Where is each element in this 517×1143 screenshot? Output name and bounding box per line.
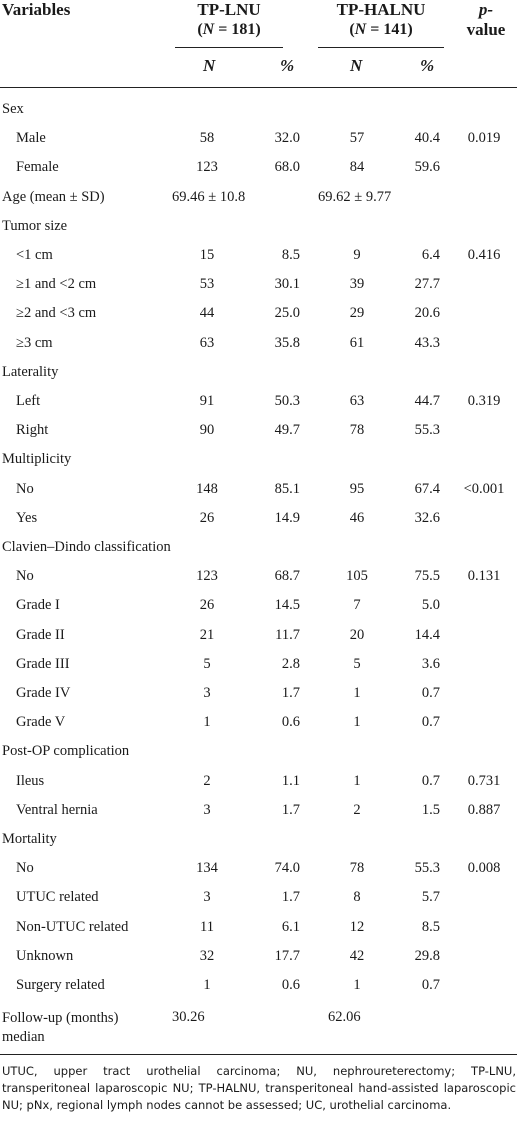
cell-n-halnu: 39 [349, 276, 365, 293]
cell-pct-halnu: 14.4 [414, 626, 440, 643]
cell-pct-lnu: 1.7 [281, 801, 300, 818]
cell-n-lnu: 53 [199, 276, 215, 293]
cell-pct-halnu: 67.4 [414, 480, 440, 497]
cell-n-halnu: 7 [353, 597, 361, 614]
cell-pct-halnu: 44.7 [414, 393, 440, 409]
table-row [0, 650, 517, 679]
table-row [0, 591, 517, 620]
cell-pct-halnu: 0.7 [421, 772, 440, 789]
cell-pct-halnu: 0.7 [421, 685, 440, 701]
cell-n-lnu: 26 [199, 597, 215, 614]
cell-pvalue: 0.887 [467, 801, 501, 818]
cell-pct-lnu: 1.7 [281, 889, 300, 906]
table-row [0, 767, 517, 796]
cell-n-halnu: 1 [353, 685, 361, 701]
row-label: Grade II [16, 626, 65, 643]
cell-n-halnu: 95 [349, 480, 365, 497]
subheader-pct-2: % [420, 56, 435, 75]
cell-n-lnu: 1 [203, 977, 211, 993]
row-label: Male [16, 130, 46, 147]
cell-n-lnu: 134 [196, 860, 218, 877]
cell-pct-halnu: 43.3 [414, 334, 440, 351]
table-row [0, 299, 517, 328]
table-row [0, 329, 517, 358]
cell-pct-lnu: 68.0 [274, 159, 300, 176]
table-row [0, 445, 517, 474]
cell-n-halnu: 2 [353, 801, 361, 818]
table-row [0, 942, 517, 971]
header-bottom-rule [0, 87, 517, 88]
group-n: (N = 181) [197, 21, 261, 38]
cell-n-lnu: 44 [199, 305, 215, 322]
cell-n-halnu: 78 [349, 860, 365, 877]
table-row [0, 679, 517, 708]
followup-value-1: 30.26 [172, 1009, 205, 1025]
table-row [0, 621, 517, 650]
cell-pct-halnu: 0.7 [421, 714, 440, 731]
cell-pvalue: 0.731 [467, 772, 501, 789]
cell-mean-halnu: 69.62 ± 9.77 [318, 188, 392, 205]
table-row [0, 153, 517, 182]
cell-pvalue: 0.019 [467, 130, 501, 147]
cell-n-lnu: 58 [199, 130, 215, 147]
followup-value-2: 62.06 [328, 1009, 361, 1025]
table-row [0, 883, 517, 912]
cell-n-lnu: 5 [203, 655, 211, 672]
group2-underline [318, 47, 444, 48]
row-label: Grade V [16, 714, 66, 731]
cell-n-halnu: 29 [349, 305, 365, 322]
row-label: No [16, 568, 34, 585]
cell-pct-halnu: 1.5 [421, 801, 440, 818]
cell-n-halnu: 20 [349, 626, 365, 643]
cell-n-halnu: 42 [349, 947, 365, 964]
table-row [0, 854, 517, 883]
table-row [0, 475, 517, 504]
row-label: Multiplicity [2, 451, 72, 468]
cell-n-halnu: 8 [353, 889, 361, 906]
group-name: TP-LNU [197, 0, 261, 19]
cell-pct-lnu: 6.1 [281, 918, 300, 935]
cell-n-halnu: 63 [349, 393, 365, 409]
table-row [0, 124, 517, 153]
table-row [0, 212, 517, 241]
group-n: (N = 141) [349, 21, 413, 38]
cell-pct-lnu: 11.7 [275, 626, 300, 643]
row-label: Sex [2, 101, 24, 117]
table-row [0, 416, 517, 445]
cell-pvalue: 0.416 [467, 247, 501, 263]
row-label: Follow-up (months) median [2, 1010, 119, 1045]
cell-pct-halnu: 3.6 [421, 655, 440, 672]
cell-n-lnu: 21 [199, 626, 215, 643]
row-label: Non-UTUC related [16, 918, 129, 935]
subheader-n-1: N [203, 56, 216, 75]
cell-pct-lnu: 74.0 [274, 860, 300, 877]
cell-pct-lnu: 50.3 [274, 393, 300, 409]
cell-n-halnu: 9 [353, 247, 361, 263]
cell-pct-lnu: 1.7 [281, 685, 300, 701]
table-row [0, 971, 517, 1000]
row-label: No [16, 860, 34, 877]
table-bottom-rule [0, 1054, 517, 1055]
cell-pct-lnu: 30.1 [274, 276, 300, 293]
row-label: Clavien–Dindo classification [2, 539, 171, 555]
cell-pct-halnu: 20.6 [414, 305, 440, 322]
cell-pct-lnu: 0.6 [281, 977, 300, 993]
row-label: Surgery related [16, 977, 105, 993]
cell-pct-halnu: 40.4 [414, 130, 440, 147]
table-row [0, 562, 517, 591]
row-label: UTUC related [16, 889, 99, 906]
table-row [0, 913, 517, 942]
cell-pct-halnu: 0.7 [421, 977, 440, 993]
cell-pvalue: <0.001 [463, 480, 505, 497]
cell-n-halnu: 12 [349, 918, 365, 935]
cell-pct-lnu: 0.6 [281, 714, 300, 731]
table-row [0, 241, 517, 270]
table-row [0, 796, 517, 825]
cell-n-lnu: 63 [199, 334, 215, 351]
cell-pct-halnu: 55.3 [414, 422, 440, 439]
cell-pvalue: 0.008 [467, 860, 501, 877]
cell-pct-lnu: 8.5 [281, 247, 300, 263]
cell-n-lnu: 123 [196, 159, 218, 176]
row-label: Mortality [2, 831, 57, 847]
table-row [0, 825, 517, 854]
table-row [0, 95, 517, 124]
cell-pct-halnu: 5.0 [421, 597, 440, 614]
table-row [0, 358, 517, 387]
cell-pct-lnu: 32.0 [274, 130, 300, 147]
row-label: Female [16, 159, 59, 176]
table-row [0, 183, 517, 212]
cell-pct-lnu: 68.7 [274, 568, 300, 585]
cell-pct-lnu: 25.0 [274, 305, 300, 322]
row-label: Yes [16, 509, 38, 526]
table-row-followup [0, 1003, 517, 1043]
cell-n-halnu: 1 [353, 714, 361, 731]
cell-pct-lnu: 14.9 [274, 509, 300, 526]
cell-n-halnu: 5 [353, 655, 361, 672]
row-label: ≥3 cm [16, 334, 53, 351]
cell-n-lnu: 1 [203, 714, 211, 731]
cell-n-lnu: 15 [199, 247, 215, 263]
cell-n-lnu: 26 [199, 509, 215, 526]
table-row [0, 737, 517, 766]
cell-n-lnu: 90 [199, 422, 215, 439]
cell-pct-halnu: 59.6 [414, 159, 440, 176]
cell-pct-lnu: 85.1 [274, 480, 300, 497]
cell-pct-halnu: 5.7 [421, 889, 440, 906]
cell-n-lnu: 2 [203, 772, 211, 789]
row-label: Post-OP complication [2, 743, 130, 760]
row-label: Left [16, 393, 41, 409]
table-footnote: UTUC, upper tract urothelial carcinoma; NU, nephroureterectomy; TP-LNU, transperitoneal laparoscopic NU; TP-HALNU, transperitoneal hand-assisted laparoscopic NU; pNx, regional lymph nodes cannot be assessed; UC, urothelial carcinoma. [2, 1064, 516, 1112]
cell-pct-lnu: 1.1 [281, 772, 300, 789]
row-label: Age (mean ± SD) [2, 188, 105, 205]
cell-mean-lnu: 69.46 ± 10.8 [172, 188, 246, 205]
group-name: TP-HALNU [336, 0, 426, 19]
table-row [0, 270, 517, 299]
row-label: Ventral hernia [16, 801, 98, 818]
cell-pct-halnu: 75.5 [414, 568, 440, 585]
cell-pct-lnu: 49.7 [274, 422, 300, 439]
row-label: Grade I [16, 597, 60, 614]
row-label: Right [16, 422, 49, 439]
cell-n-halnu: 1 [353, 772, 361, 789]
header-group-tp-lnu [175, 0, 283, 40]
table-row [0, 708, 517, 737]
cell-pvalue: 0.319 [467, 393, 501, 409]
row-label: Grade III [16, 655, 70, 672]
table-row [0, 504, 517, 533]
header-group-tp-halnu [318, 0, 444, 40]
table-row [0, 387, 517, 416]
row-label: Tumor size [2, 217, 68, 234]
cell-n-halnu: 105 [346, 568, 368, 585]
cell-n-lnu: 3 [203, 889, 211, 906]
subheader-pct-1: % [280, 56, 295, 75]
cell-n-lnu: 91 [199, 393, 215, 409]
cell-pct-lnu: 17.7 [274, 947, 300, 964]
row-label: ≥2 and <3 cm [16, 305, 97, 322]
cell-n-halnu: 84 [349, 159, 365, 176]
row-label: Unknown [16, 947, 74, 964]
table-row [0, 533, 517, 562]
cell-pct-halnu: 8.5 [421, 918, 440, 935]
row-label: <1 cm [16, 247, 53, 263]
cell-n-lnu: 123 [196, 568, 218, 585]
cell-n-lnu: 32 [199, 947, 215, 964]
cell-pct-halnu: 27.7 [414, 276, 440, 293]
header-pvalue: p- value [466, 0, 506, 39]
row-label: Laterality [2, 363, 59, 380]
cell-n-halnu: 1 [353, 977, 361, 993]
cell-n-halnu: 61 [349, 334, 365, 351]
cell-n-halnu: 78 [349, 422, 365, 439]
subheader-n-2: N [350, 56, 363, 75]
cell-pct-halnu: 6.4 [421, 247, 440, 263]
cell-pct-lnu: 14.5 [274, 597, 300, 614]
cell-n-halnu: 57 [349, 130, 365, 147]
row-label: No [16, 480, 34, 497]
cell-n-lnu: 3 [203, 801, 211, 818]
cell-n-lnu: 11 [200, 918, 214, 935]
cell-pct-halnu: 55.3 [414, 860, 440, 877]
cell-pct-lnu: 35.8 [274, 334, 300, 351]
cell-pct-halnu: 32.6 [414, 509, 440, 526]
row-label: Ileus [16, 772, 45, 789]
cell-n-lnu: 148 [196, 480, 218, 497]
cell-pct-lnu: 2.8 [281, 655, 300, 672]
header-variables: Variables [2, 0, 71, 19]
group1-underline [175, 47, 283, 48]
cell-n-lnu: 3 [203, 685, 211, 701]
cell-pvalue: 0.131 [467, 568, 501, 585]
cell-pct-halnu: 29.8 [414, 947, 440, 964]
row-label: Grade IV [16, 685, 71, 701]
cell-n-halnu: 46 [349, 509, 365, 526]
row-label: ≥1 and <2 cm [16, 276, 97, 293]
